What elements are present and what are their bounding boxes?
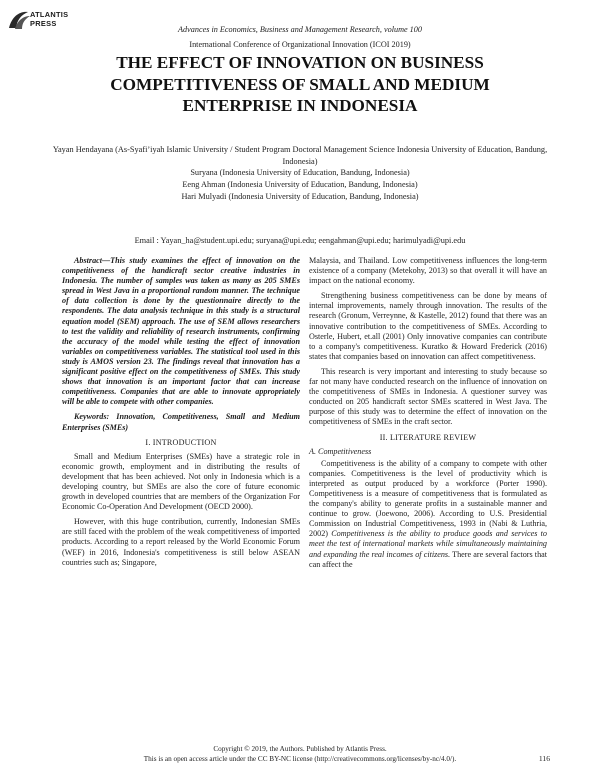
author-list [40, 144, 560, 203]
left-column [62, 256, 300, 573]
page-number: 116 [538, 754, 550, 763]
author-2: Suryana (Indonesia University of Education, Bandung, Indonesia) [190, 168, 410, 178]
intro-paragraph-3: Malaysia, and Thailand. Low competitiveness influences the long-term existence of a company (Metekohy, 2013) so that overall it will have an impact on the national economy. [309, 256, 547, 286]
conference-header: International Conference of Organizational Innovation (ICOI 2019) [189, 40, 411, 49]
publisher-logo [6, 8, 86, 38]
author-3: Eeng Ahman (Indonesia University of Education, Bandung, Indonesia) [182, 180, 418, 190]
publisher-name: ATLANTIS PRESS [30, 10, 69, 28]
subsection-heading-competitiveness: A. Competitiveness [309, 446, 372, 456]
author-emails: Email : Yayan_ha@student.upi.edu; suryana@upi.edu; eengahman@upi.edu; harimulyadi@upi.edu [134, 236, 466, 245]
section-heading-literature-review: II. LITERATURE REVIEW [379, 432, 477, 442]
abstract: Abstract—This study examines the effect of innovation on the competitiveness of the handicraft sector creative industries in Indonesia. The number of samples was taken as many as 205 SMEs spread in West Java in a proportional random manner. The technique of data collection is done by the questionnaire directly to the respondents. The data analysis technique in this study is a structural equation model (SEM) approach. The use of SEM allows researchers to test the validity and reliability of research instruments, confirming the accuracy of the model while testing the effect of innovation variables on competitiveness variables. The statistical tool used in this study is AMOS version 23. The findings reveal that innovation has a significant positive effect on the competitiveness of SMEs. This study shows that innovation is an important factor that can increase competitiveness. Companies that are able to innovate appropriately will be able to compete with other companies. [62, 256, 300, 407]
competitiveness-definition-quote: Competitiveness is the ability to produce goods and services to meet the test of international markets while simultaneously maintaining and expanding the real incomes of citizens. [309, 529, 547, 559]
intro-paragraph-2: However, with this huge contribution, currently, Indonesian SMEs are still faced with the problem of the weak competitiveness of imported products. According to a report released by the World Economic Forum (WEF) in 2016, Indonesia's competitiveness is still below ASEAN countries such as; Singapore, [62, 517, 300, 567]
author-1: Yayan Hendayana (As-Syafi’iyah Islamic University / Student Program Doctoral Management Science Indonesia University of Education, Bandung, Indonesia) [52, 145, 548, 166]
competitiveness-paragraph: Competitiveness is the ability of a company to compete with other companies. Competitiveness is the level of productivity which is interpreted as output produced by a workforce (Porter 1990). Competitiveness is a measure of competitiveness that is formulated as the company's ability to generate profits in a sustainable manner and continue to grow. (Joewono, 2006). According to U.S. Presidential Commission on Industrial Competitiveness, 1993 in (Nabi & Luthria, 2002) Competitiveness is the ability to produce goods and services to meet the test of international markets while simultaneously maintaining and expanding the real incomes of citizens. There are several factors that can affect the [309, 458, 547, 569]
author-4: Hari Mulyadi (Indonesia University of Education, Bandung, Indonesia) [181, 191, 419, 201]
atlantis-logo-icon [6, 8, 32, 32]
copyright-footer [60, 744, 540, 764]
intro-paragraph-5: This research is very important and interesting to study because so far not many have conducted research on the influence of innovation on the competitiveness of SMEs in Indonesia. A questioner survey was conducted on 205 handicraft sector SMEs scattered in West Java. The purpose of this study was to determine the effect of innovation on the competitiveness of SMEs in the craft sector. [309, 366, 547, 427]
intro-paragraph-1: Small and Medium Enterprises (SMEs) have a strategic role in economic growth, employment and in distributing the results of development that has been achieved. Not only in Indonesia which is a developing country, but SMEs are also the core of future economic growth in developed countries that are members of the Organization For Economic Co-Operation And Development (OECD 2000). [62, 451, 300, 512]
section-heading-introduction: I. INTRODUCTION [145, 437, 217, 447]
copyright-line: Copyright © 2019, the Authors. Published by Atlantis Press. [213, 745, 387, 753]
journal-header: Advances in Economics, Business and Management Research, volume 100 [178, 25, 422, 34]
intro-paragraph-4: Strengthening business competitiveness can be done by means of internal improvements, namely through innovation. The results of the research (Gronum, Verreynne, & Kastelle, 2012) found that there was an innovative contribution to the competitiveness of SMEs. According to Osterle, Hubert, et.all (2001) Only innovative companies can contribute to a company's competitiveness. Kuratko & Howard Frederick (2016) states that companies based on innovation can affect competitiveness. [309, 291, 547, 361]
right-column [309, 256, 547, 575]
keywords: Keywords: Innovation, Competitiveness, Small and Medium Enterprises (SMEs) [62, 412, 300, 432]
license-line: This is an open access article under the CC BY-NC license (http://creativecommons.org/licenses/by-nc/4.0/). [143, 755, 457, 763]
paper-title: THE EFFECT OF INNOVATION ON BUSINESS COMPETITIVENESS OF SMALL AND MEDIUM ENTERPRISE IN INDONESIA [110, 53, 490, 115]
